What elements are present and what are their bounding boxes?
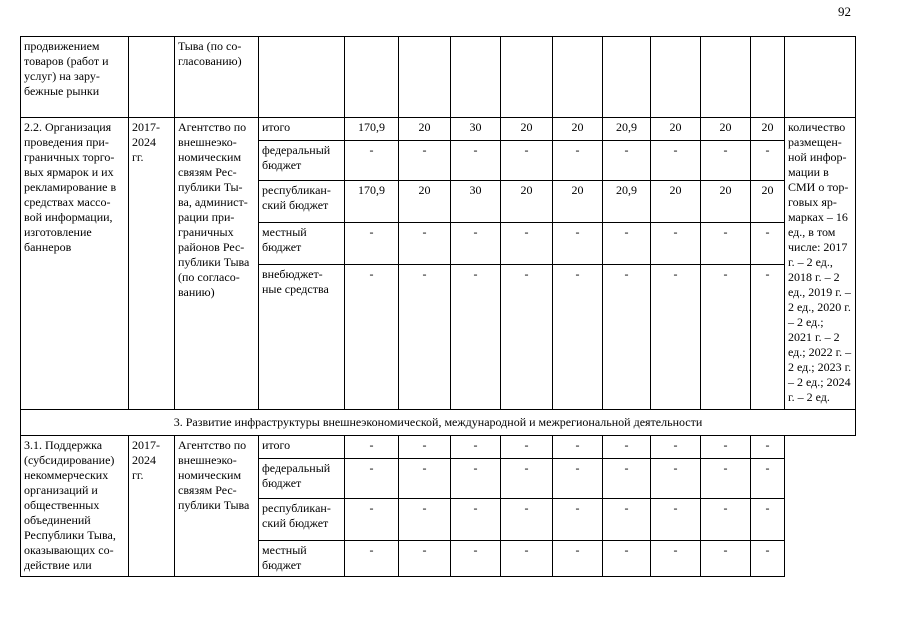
value-cell <box>701 37 751 118</box>
value-cell: - <box>553 436 603 459</box>
value-cell: - <box>701 459 751 499</box>
value-cell: - <box>399 459 451 499</box>
value-cell: - <box>451 541 501 577</box>
value-cell: - <box>501 541 553 577</box>
value-cell: - <box>553 459 603 499</box>
value-cell: - <box>751 436 785 459</box>
value-cell: - <box>701 436 751 459</box>
period-cell <box>129 37 175 118</box>
continuation-row <box>21 37 856 118</box>
value-cell: - <box>399 499 451 541</box>
measure-name-cell: продвижением товаров (работ и услуг) на зару- бежные рынки <box>21 37 129 118</box>
value-cell: 20 <box>701 181 751 223</box>
value-cell: - <box>651 141 701 181</box>
value-cell: 20 <box>701 118 751 141</box>
value-cell: - <box>345 223 399 265</box>
value-cell <box>451 37 501 118</box>
value-cell: - <box>451 223 501 265</box>
result-cell <box>785 436 856 577</box>
value-cell: - <box>451 499 501 541</box>
funding-source-cell: федеральный бюджет <box>259 141 345 181</box>
section-header-row <box>21 410 856 436</box>
executor-cell: Тыва (по со- гласованию) <box>175 37 259 118</box>
value-cell <box>345 37 399 118</box>
value-cell: - <box>651 265 701 410</box>
result-cell <box>785 37 856 118</box>
value-cell: - <box>751 459 785 499</box>
source-cell <box>259 37 345 118</box>
value-cell: - <box>603 499 651 541</box>
value-cell: - <box>501 265 553 410</box>
value-cell: 30 <box>451 181 501 223</box>
executor-cell: Агентство по внешнеэко- номическим связям Рес- публики Тыва <box>175 436 259 577</box>
value-cell <box>399 37 451 118</box>
value-cell: 170,9 <box>345 118 399 141</box>
value-cell <box>751 37 785 118</box>
value-cell: 20 <box>501 118 553 141</box>
value-cell: - <box>451 265 501 410</box>
value-cell: 20 <box>553 118 603 141</box>
value-cell <box>651 37 701 118</box>
value-cell: - <box>501 459 553 499</box>
value-cell: - <box>603 541 651 577</box>
value-cell: - <box>751 141 785 181</box>
value-cell: - <box>553 223 603 265</box>
value-cell: - <box>501 141 553 181</box>
budget-row <box>21 436 856 459</box>
value-cell: 30 <box>451 118 501 141</box>
value-cell: - <box>399 141 451 181</box>
funding-source-cell: федеральный бюджет <box>259 459 345 499</box>
value-cell: - <box>501 499 553 541</box>
value-cell: 20 <box>399 118 451 141</box>
value-cell: 20 <box>399 181 451 223</box>
funding-source-cell: внебюджет- ные средства <box>259 265 345 410</box>
value-cell: - <box>345 141 399 181</box>
result-cell: количество размещен- ной инфор- мации в СМИ о тор- говых яр- марках – 16 ед., в том числе: 2017 г. – 2 ед., 2018 г. – 2 ед., 2019 г. – 2 ед., 2020 г. – 2 ед.; 2021 г. – 2 ед.; 2022 г. – 2 ед.; 2023 г. – 2 ед.; 2024 г. – 2 ед. <box>785 118 856 410</box>
value-cell: 20 <box>751 181 785 223</box>
value-cell: - <box>501 436 553 459</box>
value-cell: - <box>553 265 603 410</box>
value-cell: - <box>603 141 651 181</box>
value-cell: - <box>451 459 501 499</box>
funding-source-cell: итого <box>259 118 345 141</box>
value-cell: - <box>651 436 701 459</box>
value-cell: - <box>701 223 751 265</box>
value-cell: - <box>399 265 451 410</box>
value-cell: 20,9 <box>603 118 651 141</box>
value-cell: - <box>651 459 701 499</box>
value-cell: - <box>399 541 451 577</box>
budget-row <box>21 118 856 141</box>
funding-source-cell: местный бюджет <box>259 223 345 265</box>
funding-source-cell: республикан- ский бюджет <box>259 181 345 223</box>
period-cell: 2017- 2024 гг. <box>129 436 175 577</box>
value-cell: 20 <box>651 181 701 223</box>
value-cell: - <box>603 459 651 499</box>
funding-source-cell: республикан- ский бюджет <box>259 499 345 541</box>
measure-name-cell: 3.1. Поддержка (субсидирование) некоммерческих организаций и общественных объединений Республики Тыва, оказывающих со- действие или <box>21 436 129 577</box>
value-cell: - <box>651 541 701 577</box>
value-cell: - <box>701 265 751 410</box>
value-cell <box>603 37 651 118</box>
value-cell: - <box>751 499 785 541</box>
value-cell: - <box>345 459 399 499</box>
value-cell: - <box>451 141 501 181</box>
value-cell: 20 <box>553 181 603 223</box>
funding-source-cell: итого <box>259 436 345 459</box>
value-cell: 20 <box>651 118 701 141</box>
program-table <box>20 36 856 577</box>
value-cell: - <box>751 541 785 577</box>
value-cell: - <box>345 541 399 577</box>
value-cell: - <box>345 499 399 541</box>
value-cell: - <box>553 499 603 541</box>
value-cell: - <box>701 541 751 577</box>
value-cell: - <box>603 265 651 410</box>
measure-name-cell: 2.2. Организация проведения при- граничных торго- вых ярмарок и их рекламирование в средствах массо- вой информации, изготовление баннеров <box>21 118 129 410</box>
executor-cell: Агентство по внешнеэко- номическим связям Рес- публики Ты- ва, админист- рации при- граничных районов Рес- публики Тыва (по согласо- ванию) <box>175 118 259 410</box>
value-cell: - <box>751 265 785 410</box>
section-title: 3. Развитие инфраструктуры внешнеэкономической, международной и межрегиональной деятельности <box>21 410 856 436</box>
value-cell: - <box>603 223 651 265</box>
period-cell: 2017- 2024 гг. <box>129 118 175 410</box>
value-cell: - <box>553 141 603 181</box>
value-cell: 20 <box>501 181 553 223</box>
value-cell: - <box>399 223 451 265</box>
value-cell: 20,9 <box>603 181 651 223</box>
value-cell: - <box>701 499 751 541</box>
value-cell: - <box>501 223 553 265</box>
value-cell: - <box>553 541 603 577</box>
value-cell: - <box>603 436 651 459</box>
value-cell: - <box>751 223 785 265</box>
value-cell <box>501 37 553 118</box>
value-cell: - <box>451 436 501 459</box>
value-cell: - <box>399 436 451 459</box>
value-cell: 170,9 <box>345 181 399 223</box>
value-cell <box>553 37 603 118</box>
value-cell: - <box>345 265 399 410</box>
page-number: 92 <box>838 4 851 19</box>
value-cell: - <box>651 223 701 265</box>
value-cell: - <box>345 436 399 459</box>
value-cell: - <box>651 499 701 541</box>
value-cell: 20 <box>751 118 785 141</box>
value-cell: - <box>701 141 751 181</box>
funding-source-cell: местный бюджет <box>259 541 345 577</box>
